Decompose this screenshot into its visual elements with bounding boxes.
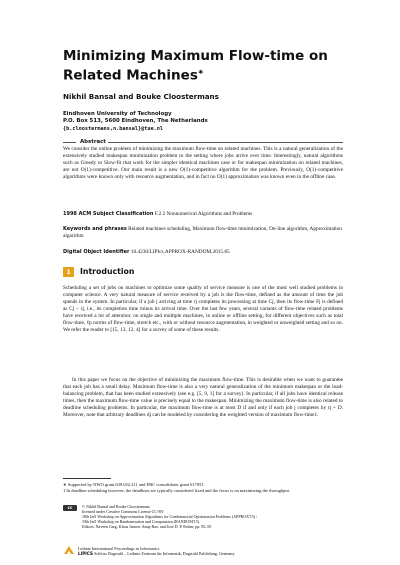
title-footnote-mark: ∗ <box>197 68 204 76</box>
footnote-rule <box>63 478 111 479</box>
license-line-5: Editors: Naveen Garg, Klaus Jansen, Anup Rao, and José D. P. Rolim; pp. 85–95 <box>82 524 212 530</box>
acm-value: F.2.2 Nonnumerical Algorithms and Problems <box>154 211 253 217</box>
publisher-block <box>78 546 235 556</box>
abstract-rule-right <box>108 142 343 143</box>
affiliation-institution: Eindhoven University of Technology <box>63 111 172 117</box>
license-line-4: 19th Int'l Workshop on Randomization and Computation (RANDOM'15). <box>82 519 200 525</box>
affiliation-block <box>63 111 208 133</box>
publisher-name: Leibniz International Proceedings in Informatics <box>78 546 160 551</box>
footnote-1: 1 In deadline scheduling however, the deadlines are typically considered fixed and the focus is on maximizing the throughput. <box>63 488 291 493</box>
license-block <box>82 504 342 529</box>
author-emails: {b.cloostermans,n.bansal}@tue.nl <box>63 125 163 132</box>
author-list: Nikhil Bansal and Bouke Cloostermans <box>63 92 219 101</box>
paper-title: Minimizing Maximum Flow-time on Related Machines∗ <box>63 48 328 84</box>
doi-value: 10.4230/LIPIcs.APPROX-RANDOM.2015.85 <box>130 249 230 255</box>
abstract-heading: Abstract <box>80 139 106 145</box>
intro-p1-text: Scheduling a set of jobs on machines to optimize some quality of service measure is one of the most well studied problems in computer science. A very natural measure of service received by a job is the flow-time, defined as the amount of time the job spends in the system. In particular, if a job j arriving at time rj completes its processing at time Cj, then its flow-time Fj is defined as Cj − rj, i.e., its completion time minus its arrival time. Over the last few years, several variants of flow-time related problems have received a lot of attention: on single and multiple machines, in online or offline setting, for different objectives such as total flow-time, ℓp norms of flow-time, stretch etc., with or without resource augmentation, in weighted or unweighted setting and so on. We refer the reader to [15, 13, 12, 4] for a survey of some of these results. <box>63 285 343 333</box>
affiliation-address: P.O. Box 513, 5600 Eindhoven, The Netherlands <box>63 118 208 125</box>
lipics-logo-icon <box>63 545 75 555</box>
intro-p2-text: In this paper we focus on the objective of minimizing the maximum flow-time. This is desirable when we want to guarantee that each job has a small delay. Maximum flow-time is also a very natural generalization of the minimum makespan or the load-balancing problem, that has been studied extensively (see e.g. [5, 9, 1] for a survey). In particular, if all jobs have identical release times, then the maximum flow-time value is precisely equal to the makespan. Minimizing the maximum flow-time is also related to deadline scheduling problems. In particular, the maximum flow-time is at most D if and only if each job j completes by rj + D. Moreover, note that arbitrary deadlines dj can be modeled by considering the weighted version of maximum flow-time1. <box>63 377 343 418</box>
section-number-badge: 1 <box>63 267 74 277</box>
abstract-text: We consider the online problem of minimizing the maximum flow-time on related machines. This is a natural generalization of the extensively studied makespan minimization problem to the setting where jobs arrive over time. Interestingly, natural algorithms such as Greedy or Slow-fit that work for the simpler identical machines case or for makespan minimization on related machines, are not O(1)-competitive. Our main result is a new O(1)-competitive algorithm for the problem. Previously, O(1)-competitive algorithms were known only with resource augmentation, and in fact no O(1) approximation was known even in the offline case. <box>63 146 343 180</box>
intro-paragraph-1 <box>63 285 343 334</box>
acm-label: 1998 ACM Subject Classification <box>63 211 154 217</box>
footnote-funding: ∗ Supported by NWO grant 639.022.211 and ERC consolidator grant 617951. <box>63 482 205 487</box>
license-line-2: licensed under Creative Commons License CC-BY <box>82 509 164 515</box>
license-line-1: © Nikhil Bansal and Bouke Cloostermans; <box>82 504 151 509</box>
section-title: Introduction <box>80 267 135 276</box>
keywords-value: Related machines scheduling, Maximum flow-time minimization, On-line algorithm, Approximation algorithm <box>63 226 342 239</box>
keywords-label: Keywords and phrases <box>63 226 127 232</box>
footnotes <box>63 482 343 494</box>
cc-license-icon: cc <box>63 505 77 511</box>
doi-label: Digital Object Identifier <box>63 249 130 255</box>
publisher-logo-text: LIPICS <box>78 551 94 556</box>
publisher-line: Schloss Dagstuhl – Leibniz-Zentrum für Informatik, Dagstuhl Publishing, Germany <box>94 551 235 556</box>
license-line-3: 18th Int'l Workshop on Approximation Algorithms for Combinatorial Optimization Problems (APPROX'15) / <box>82 514 258 520</box>
intro-paragraph-2 <box>63 377 343 419</box>
abstract-rule-left <box>63 142 76 143</box>
doi <box>63 249 343 256</box>
acm-classification <box>63 211 343 218</box>
keywords <box>63 226 343 240</box>
